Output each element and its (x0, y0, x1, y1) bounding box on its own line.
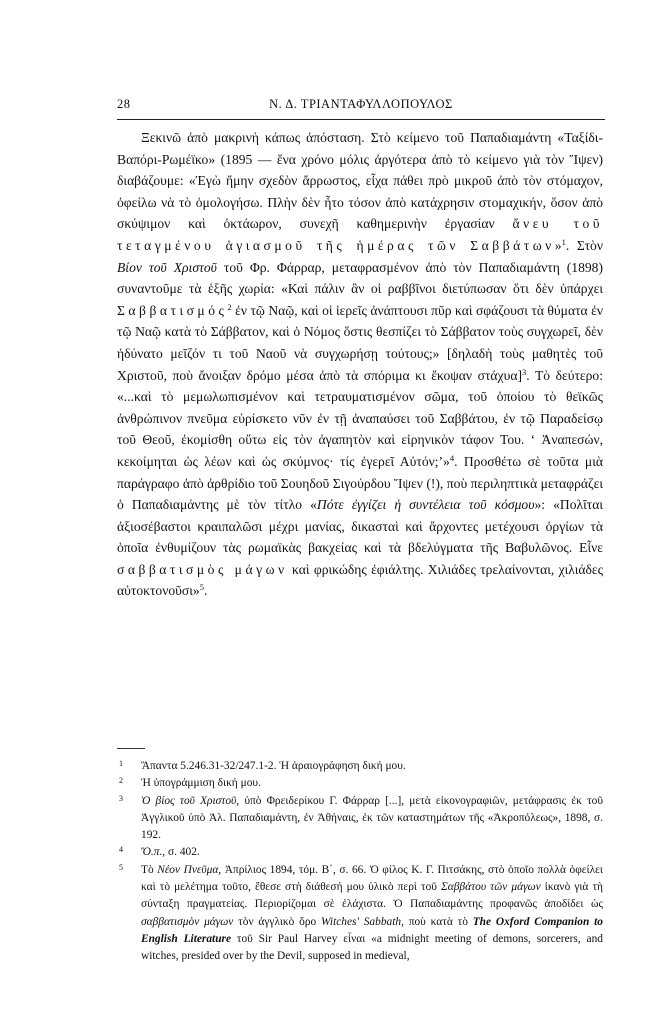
footnote-text: Ἅπαντα 5.246.31-32/247.1-2. Ἡ ἀραιογράφηση δική μου. (141, 760, 406, 772)
spaced-emphasis: σαββατισμὸς μάγων (117, 561, 288, 577)
footnote-italic: Σαββάτου τῶν μάγων (441, 881, 541, 894)
footnote-text: ἱκανὸ γιὰ τὴ σύνταξη πραγματείας. Περιορίζομαι σὲ ἐλάχιστα. Ὁ Παπαδιαμάντης προφανῶς ἀποδίδει ὡς (141, 881, 603, 911)
text-run: καὶ φρικώδης ἐφιάλτης. Χιλιάδες τρελαίνονται, χιλιάδες αὐτοκτονοῦσι» (117, 561, 604, 599)
running-title: Ν. Δ. ΤΡΙΑΝΤΑΦΥΛΛΟΠΟΥΛΟΣ (269, 97, 453, 111)
spaced-emphasis: Σαββατισμός (117, 302, 228, 318)
text-run: . (203, 583, 208, 599)
footnote (117, 758, 603, 775)
text-run: »: «Πολῖται ἀξιοσέβαστοι κραιπαλῶσι μέχρι μανίας, δικασταὶ καὶ ἄρχοντες μετέχουσι ὀργίων τὰ ὁποῖα ἐνθυμίζουν τὰς ρωμαϊκὰς βακχείας καὶ τὰ βδελύγματα τῆς Βαβυλῶνος. Εἶνε (117, 497, 603, 556)
footnote (117, 862, 603, 966)
footnote-number: 1 (119, 759, 123, 768)
footnote (117, 844, 603, 861)
book-title: Βίον τοῦ Χριστοῦ (117, 259, 217, 275)
text-run: . Στὸν (565, 237, 603, 253)
footnote-italic: Ὁ βίος τοῦ Χριστοῦ, (141, 794, 240, 807)
footnote-number: 5 (119, 862, 123, 872)
footnote-number: 2 (119, 776, 123, 786)
footnote-italic: Witches' Sabbath, (321, 915, 404, 928)
text-run: Ξεκινῶ ἀπὸ μακρινὴ κάπως ἀπόσταση. Στὸ κείμενο τοῦ Παπαδιαμάντη «Ταξίδι-Βαπόρι-Ρωμέϊκο» (1895 — ἕνα χρόνο μόλις ἀργότερα ἀπὸ τὸ κείμενο γιὰ τὸν Ἴψεν) διαβάζουμε: «Ἐγὼ ἤμην σχεδὸν ἄρρωστος, εἶχα πάθει πρὸ μικροῦ ἀπὸ τὸν στόμαχον, ὀφείλω νὰ τὸ ὁμολογήσω. Πλὴν δὲν ἦτο τόσον ἀπὸ κατάχρησιν στομαχικήν, ὅσον ἀπὸ σκύψιμον καὶ ὀκτάωρον, συνεχῆ καθημερινὴν ἐργασίαν (117, 130, 603, 232)
footnote-ref[interactable]: 2 (227, 301, 232, 312)
footnotes (117, 758, 603, 966)
text-run: τοῦ Φρ. Φάρραρ, μεταφρασμένον ἀπὸ τὸν Παπαδιαμάντη (1898) συναντοῦμε τὰ ἑξῆς χωρία: «Καὶ πάλιν ἂν οἱ ραββῖνοι διετύπωσαν ὅτι δὲν ὑπάρχει (117, 259, 604, 297)
footnote-ref[interactable]: 3 (521, 366, 527, 377)
footnote-text: τοῦ Sir Paul Harvey εἶναι «a midnight meeting of demons, sorcerers, and witches, presided over by the Devil, supposed in medieval, (141, 932, 603, 963)
footnote (117, 793, 603, 845)
text-run: » (554, 237, 562, 253)
footnote-ref[interactable]: 1 (561, 236, 566, 247)
footnote-text: ὑπὸ Φρειδερίκου Γ. Φάρραρ [...], μετὰ εἰκονογραφιῶν, μετάφρασις ἐκ τοῦ Ἀγγλικοῦ ὑπὸ Ἀλ. Παπαδιαμάντη, ἐν Ἀθήναις, ἐκ τῶν καταστημάτων τῆς «Ἀκροπόλεως», 1898, σ. 192. (141, 794, 603, 842)
text-run: ἐν τῷ Ναῷ, καὶ οἱ ἱερεῖς ἀνάπτουσι πῦρ καὶ σφάζουσι τὰ θύματα ἐν τῷ Ναῷ κατὰ τὸ Σάββατον, καὶ ὁ Νόμος ὅστις θεσπίζει τὸ Σάββατον τοὺς συγχωρεῖ, δὲν ἠδύνατο μεῖζόν τι τοῦ Ναοῦ νὰ συγχωρήσῃ τούτους;» [δηλαδὴ τοὺς μαθητὲς τοῦ Χριστοῦ, ποὺ ἄνοιξαν δρόμο μέσα ἀπὸ τὰ σπόριμα κι ἔκοψαν στάχυα] (117, 302, 603, 383)
text-run: . Προσθέτω σὲ τοῦτα μιὰ παράγραφο ἀπὸ ἀρθρίδιο τοῦ Σουηδοῦ Σιγούρδου Ἴψεν (!), ποὺ περιληπτικὰ μεταφράζει ὁ Παπαδιαμάντης μὲ τὸν τίτλο « (117, 453, 603, 513)
footnote-text: Τὸ (141, 863, 158, 876)
running-head (117, 97, 605, 119)
footnote-text: ποὺ κατὰ τὸ (403, 915, 473, 928)
footnote (117, 775, 603, 792)
spaced-emphasis: ἄνευ τοῦ τεταγμένου ἁγιασμοῦ τῆς ἡμέρας τῶν Σαββάτων (117, 216, 603, 253)
page-number: 28 (117, 97, 131, 111)
paragraph (117, 127, 603, 602)
footnote-text: τὸν ἀγγλικὸ ὅρο (233, 915, 322, 928)
footnote-number: 3 (119, 793, 123, 803)
footnote-ref[interactable]: 4 (449, 452, 455, 463)
footnote-italic: Νέον Πνεῦμα, (157, 863, 222, 876)
footnote-italic: σαββατισμὸν μάγων (141, 915, 234, 928)
footnote-text: Ἀπρίλιος 1894, τόμ. Β΄, σ. 66. Ὁ φίλος Κ. Γ. Πιτσάκης, στὸ ὁποῖο πολλὰ ὀφείλει καὶ τὸ μελέτημα τοῦτο, ἔθεσε στὴ διάθεσή μου ὑλικὸ περὶ τοῦ (141, 863, 603, 894)
header-rule (117, 119, 605, 120)
text-run: . Τὸ δεύτερο: «...καὶ τὸ μεμωλωπισμένον καὶ τετραυματισμένον σῶμα, τοῦ ὁποίου τὸ θεϊκῶς ἀνθρώπινον πνεῦμα εὑρίσκετο νῦν ἐν τῇ ἀναπαύσει τοῦ Σαββάτου, ἐν τῷ Παραδείσῳ τοῦ Θεοῦ, ἐκομίσθη οὕτω εἰς τὸν ἀγαπητὸν καὶ εἰρηνικὸν τάφον Του. ‘ Ἀναπεσών, κεκοίμηται ὡς λέων καὶ ὡς σκύμνος· τίς ἐγερεῖ Αὐτόν;’» (117, 367, 603, 469)
footnote-text: Ἡ ὑπογράμμιση δική μου. (141, 777, 261, 790)
footnote-italic: Ὅ.π., (141, 846, 166, 859)
footnote-text: σ. 402. (165, 846, 200, 859)
book-title: The Oxford Companion to English Literature (141, 915, 603, 945)
article-title: Πότε ἐγγίζει ἡ συντέλεια τοῦ κόσμου (316, 497, 535, 513)
footnote-ref[interactable]: 5 (199, 582, 204, 593)
footnote-divider (117, 748, 145, 749)
footnote-number: 4 (119, 845, 123, 855)
main-text (117, 127, 603, 602)
